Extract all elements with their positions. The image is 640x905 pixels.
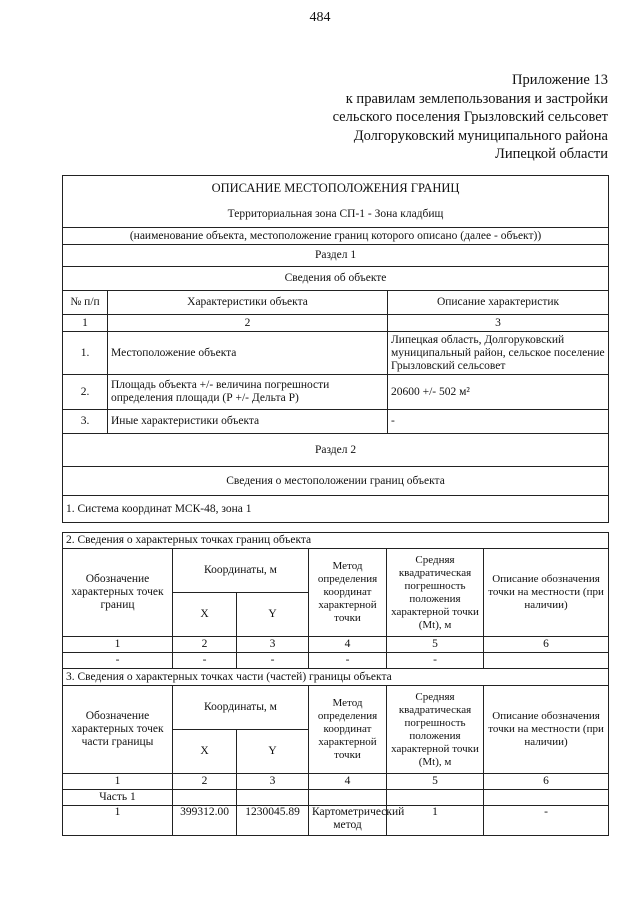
col-number: 2 [173,637,237,653]
point-cell: - [387,653,484,669]
col-number: 3 [237,637,309,653]
page-number: 484 [309,10,331,25]
table-row [63,653,609,669]
table-row [63,410,609,434]
appendix-line: сельского поселения Грызловский сельсовет [332,109,608,125]
col-number: 1 [63,774,173,790]
col-header-number: № п/п [63,291,108,315]
col-header-coordinates: Координаты, м [173,686,309,730]
col-header-point-description: Описание обозначения точки на местности (при наличии) [484,549,609,637]
col-header-y: Y [237,730,309,774]
appendix-line: к правилам землепользования и застройки [345,90,608,107]
row-value: Липецкая область, Долгоруковский муниципальный район, сельское поселение Грызловский сельсовет [388,332,609,375]
table-row [63,332,609,375]
row-characteristic: Местоположение объекта [108,332,388,375]
point-cell [484,653,609,669]
section2-title: Сведения о местоположении границ объекта [63,467,609,496]
table-row [63,806,609,836]
row-value: 20600 +/- 502 м² [388,375,609,410]
col-header-method: Метод определения координат характерной точки [309,686,387,774]
part-point-x: 399312.00 [173,806,237,836]
points-table [62,532,609,836]
row-characteristic: Площадь объекта +/- величина погрешности определения площади (Р +/- Дельта Р) [108,375,388,410]
appendix-header [333,71,608,164]
object-note: (наименование объекта, местоположение границ которого описано (далее - объект)) [63,228,609,245]
row-number: 3. [63,410,108,434]
col-header-coordinates: Координаты, м [173,549,309,593]
row-number: 2. [63,375,108,410]
part-point-number: 1 [63,806,173,836]
appendix-line: Долгоруковский муниципального района [353,127,608,144]
point-cell: - [237,653,309,669]
zone-name: Территориальная зона СП-1 - Зона кладбищ [63,202,609,228]
part-point-description: - [484,806,609,836]
part-point-method: Картометрический метод [309,806,387,836]
col-header-x: X [173,730,237,774]
part-point-error: 1 [387,806,484,836]
col-number: 6 [484,774,609,790]
part-label: Часть 1 [63,790,173,806]
col-number: 5 [387,637,484,653]
part-point-y: 1230045.89 [237,806,309,836]
col-number: 2 [173,774,237,790]
col-number: 3 [388,315,609,332]
points-section-title: 2. Сведения о характерных точках границ объекта [63,533,609,549]
col-number: 6 [484,637,609,653]
section1-title: Сведения об объекте [63,267,609,291]
col-header-point-description: Описание обозначения точки на местности (при наличии) [484,686,609,774]
col-number: 1 [63,637,173,653]
col-header-error: Средняя квадратическая погрешность положения характерной точки (Мt), м [387,549,484,637]
section2-label: Раздел 2 [63,434,609,467]
section1-table [62,175,609,523]
row-number: 1. [63,332,108,375]
table-row [63,375,609,410]
col-number: 5 [387,774,484,790]
col-header-point-name: Обозначение характерных точек границ [63,549,173,637]
col-number: 1 [63,315,108,332]
col-number: 4 [309,774,387,790]
row-value: - [388,410,609,434]
col-header-characteristic: Характеристики объекта [108,291,388,315]
parts-section-title: 3. Сведения о характерных точках части (частей) границы объекта [63,669,609,686]
appendix-line: Липецкой области [495,146,608,162]
appendix-line: Приложение 13 [512,72,608,88]
col-header-y: Y [237,593,309,637]
row-characteristic: Иные характеристики объекта [108,410,388,434]
col-number: 4 [309,637,387,653]
section1-label: Раздел 1 [63,245,609,267]
col-header-method: Метод определения координат характерной точки [309,549,387,637]
col-header-description: Описание характеристик [388,291,609,315]
point-cell: - [63,653,173,669]
col-number: 2 [108,315,388,332]
col-header-x: X [173,593,237,637]
point-cell: - [309,653,387,669]
col-header-part-point-name: Обозначение характерных точек части границы [63,686,173,774]
doc-title: ОПИСАНИЕ МЕСТОПОЛОЖЕНИЯ ГРАНИЦ [63,176,609,202]
col-header-error: Средняя квадратическая погрешность положения характерной точки (Мt), м [387,686,484,774]
point-cell: - [173,653,237,669]
coordinate-system: 1. Система координат МСК-48, зона 1 [63,496,609,523]
col-number: 3 [237,774,309,790]
